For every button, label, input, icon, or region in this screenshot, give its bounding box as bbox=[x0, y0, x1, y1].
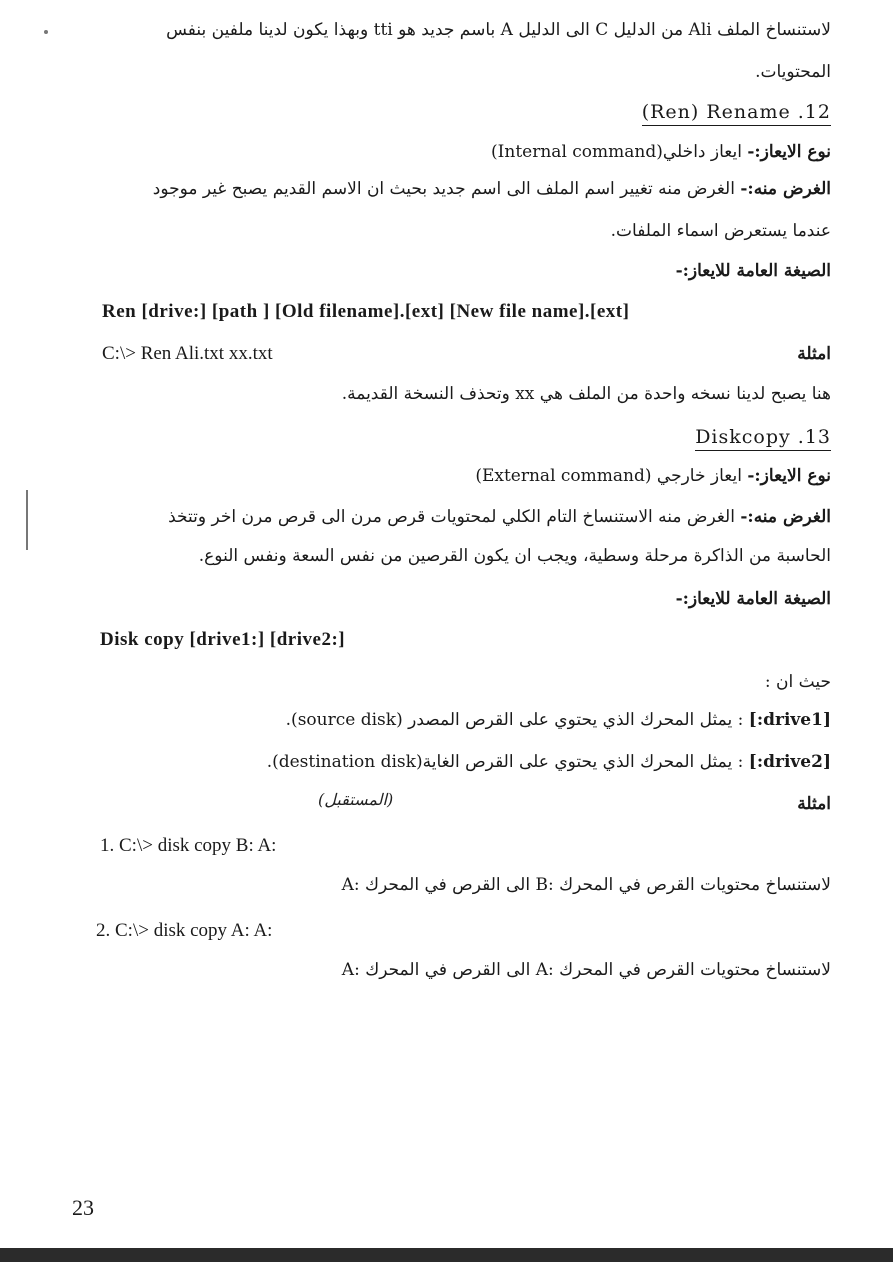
scan-bottom-edge bbox=[0, 1248, 893, 1262]
page-number: 23 bbox=[72, 1195, 94, 1220]
drive1-desc: يمثل المحرك الذي يحتوي على القرص المصدر (source disk). bbox=[285, 710, 733, 730]
rename-type-value: ايعاز داخلي(Internal command) bbox=[491, 142, 742, 162]
diskcopy-example-1-note: لاستنساخ محتويات القرص في المحرك :B الى القرص في المحرك :A bbox=[341, 875, 831, 895]
diskcopy-example-2-note: لاستنساخ محتويات القرص في المحرك :A الى القرص في المحرك :A bbox=[341, 960, 831, 980]
handwritten-note: (المستقبل) bbox=[318, 790, 394, 809]
diskcopy-type-label: نوع الايعاز:- bbox=[747, 466, 831, 486]
drive2-row bbox=[267, 754, 831, 771]
diskcopy-heading-text: Diskcopy .13 bbox=[695, 426, 831, 451]
drive2-term: [drive2:] bbox=[748, 752, 831, 772]
diskcopy-heading bbox=[695, 428, 831, 447]
rename-heading bbox=[642, 103, 831, 122]
drive2-desc: يمثل المحرك الذي يحتوي على القرص الغاية(destination disk). bbox=[266, 752, 733, 772]
rename-syntax-label: الصيغة العامة للايعاز:- bbox=[675, 261, 831, 281]
scan-artifact-dot bbox=[44, 30, 48, 34]
intro-line-1: لاستنساخ الملف Ali من الدليل C الى الدليل A باسم جديد هو tti وبهذا يكون لدينا ملفين بنفس bbox=[166, 20, 831, 40]
drive1-colon: : bbox=[737, 710, 744, 730]
diskcopy-purpose-label: الغرض منه:- bbox=[740, 507, 831, 527]
rename-heading-text: (Ren) Rename .12 bbox=[642, 101, 831, 126]
diskcopy-syntax-label: الصيغة العامة للايعاز:- bbox=[675, 589, 831, 609]
rename-purpose-label: الغرض منه:- bbox=[740, 179, 831, 199]
rename-purpose-text: الغرض منه تغيير اسم الملف الى اسم جديد بحيث ان الاسم القديم يصبح غير موجود bbox=[152, 179, 735, 199]
drive2-colon: : bbox=[737, 752, 744, 772]
diskcopy-examples-label: امثلة bbox=[797, 794, 831, 814]
rename-type-label: نوع الايعاز:- bbox=[747, 142, 831, 162]
diskcopy-purpose-row bbox=[100, 509, 831, 526]
diskcopy-purpose-text-2: الحاسبة من الذاكرة مرحلة وسطية، ويجب ان يكون القرصين من نفس السعة ونفس النوع. bbox=[198, 546, 831, 566]
scan-artifact-left bbox=[26, 490, 28, 550]
rename-syntax: Ren [drive:] [path ] [Old filename].[ext] [New file name].[ext] bbox=[102, 301, 630, 322]
drive1-term: [drive1:] bbox=[748, 710, 831, 730]
rename-example: C:\> Ren Ali.txt xx.txt bbox=[102, 343, 273, 364]
drive1-row bbox=[286, 712, 831, 729]
rename-purpose-text-2: عندما يستعرض اسماء الملفات. bbox=[610, 221, 831, 241]
rename-type-row bbox=[491, 144, 831, 161]
rename-example-note: هنا يصبح لدينا نسخه واحدة من الملف هي xx وتحذف النسخة القديمة. bbox=[341, 384, 831, 404]
rename-purpose-row bbox=[100, 181, 831, 198]
diskcopy-where-label: حيث ان : bbox=[764, 672, 831, 692]
intro-line-2: المحتويات. bbox=[755, 62, 831, 82]
diskcopy-type-row bbox=[475, 468, 831, 485]
diskcopy-example-1-cmd: 1. C:\> disk copy B: A: bbox=[100, 835, 277, 856]
rename-example-label: امثلة bbox=[797, 344, 831, 364]
diskcopy-example-2-cmd: 2. C:\> disk copy A: A: bbox=[96, 920, 273, 941]
diskcopy-type-value: ايعاز خارجي (External command) bbox=[475, 466, 742, 486]
diskcopy-syntax: Disk copy [drive1:] [drive2:] bbox=[100, 629, 346, 650]
diskcopy-purpose-text: الغرض منه الاستنساخ التام الكلي لمحتويات قرص مرن الى قرص مرن اخر وتتخذ bbox=[168, 507, 735, 527]
